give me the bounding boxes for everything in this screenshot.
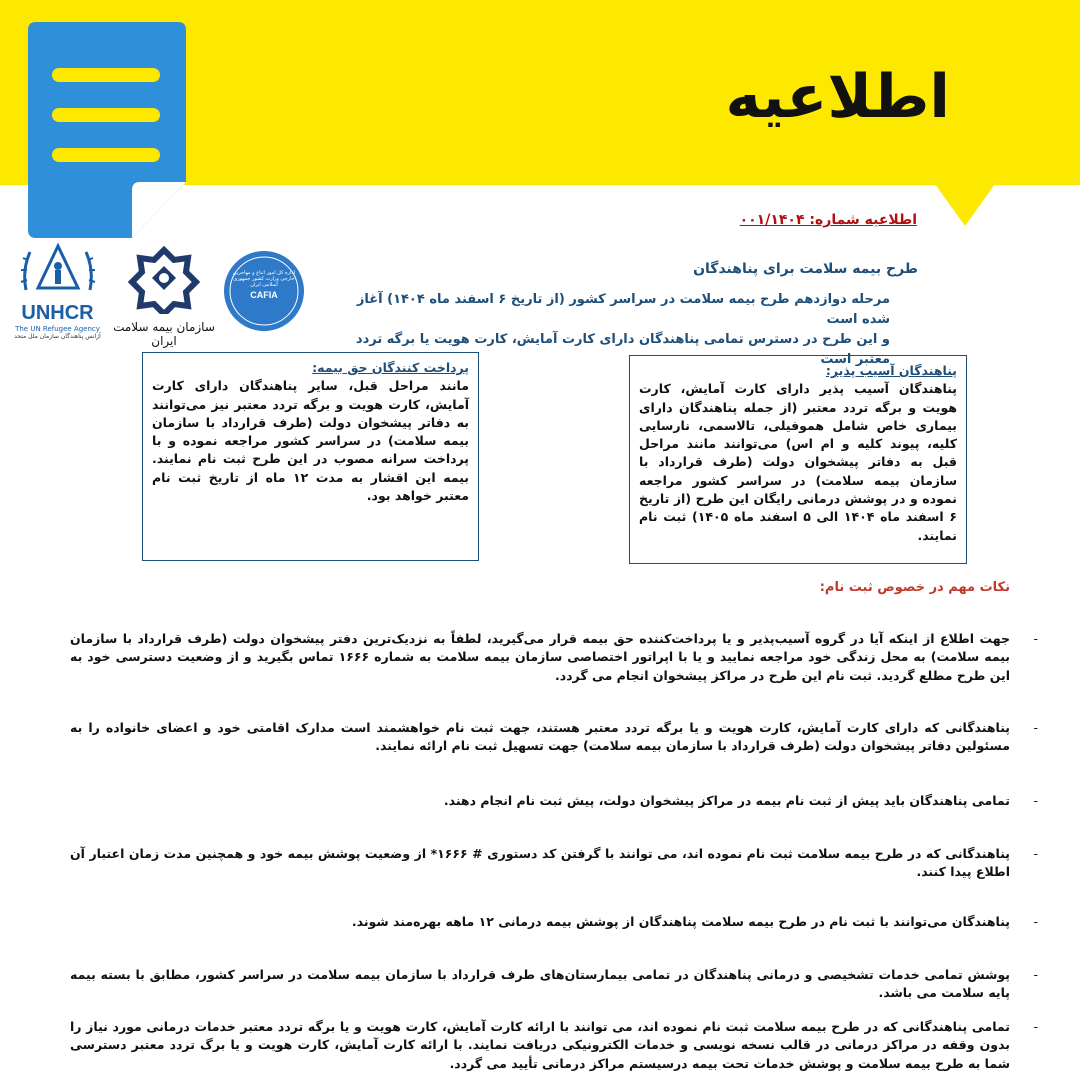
bullet: -: [1033, 1019, 1038, 1034]
list-item: [70, 966, 1038, 1003]
list-item: [70, 792, 1038, 810]
note-text: تمامی پناهندگانی که در طرح بیمه سلامت ثبت نام نموده اند، می توانند با ارائه کارت آمایش، کارت هویت و یا برگه تردد معتبر خدمات درمانی مورد نیاز را بدون وقفه در مراکز درمانی در قالب نسخه نویسی و خدمات الکترونیکی دریافت نمایند. با ارائه کارت آمایش، کارت هویت و یا برگ تردد معتبر دسترسی شما به طرح بیمه سلامت و پوشش خدمات تحت بیمه درسیستم مراکز درمانی تأیید می گردد.: [70, 1019, 1010, 1071]
list-item: [70, 913, 1038, 931]
subject-heading: طرح بیمه سلامت برای پناهندگان: [693, 261, 918, 277]
premium-payers-box: [142, 352, 479, 561]
list-item: [70, 719, 1038, 756]
ihio-logo: [110, 246, 218, 348]
note-text: پناهندگانی که دارای کارت آمایش، کارت هویت و یا برگه تردد معتبر هستند، جهت ثبت نام خواهشمند است مدارک اقامتی خود و اعضای خانواده را به مسئولین دفاتر پیشخوان دولت (طرف قرارداد با سازمان بیمه سلامت) جهت تسهیل ثبت نام ارائه نمایند.: [70, 720, 1010, 754]
list-item: [70, 845, 1038, 882]
list-item: [70, 1018, 1038, 1073]
unhcr-tagline: The UN Refugee Agency: [15, 325, 100, 333]
bullet: -: [1033, 846, 1038, 861]
vulnerable-refugees-title: پناهندگان آسیب پذیر:: [825, 363, 957, 378]
unhcr-logo: [10, 240, 105, 340]
page-title: اطلاعیه: [725, 62, 950, 132]
bullet: -: [1033, 631, 1038, 646]
note-text: پناهندگانی که در طرح بیمه سلامت ثبت نام نموده اند، می توانند با گرفتن کد دستوری # ۱۶۶۶* از وضعیت پوشش بیمه خود و همچنین مدت زمان اعتبار آن اطلاع پیدا کنند.: [70, 846, 1010, 880]
ihio-name: سازمان بیمه سلامت ایران: [113, 320, 215, 348]
premium-payers-body: مانند مراحل قبل، سایر پناهندگان دارای کارت آمایش، کارت هویت و برگه تردد معتبر نیز می‌توانند به دفاتر پیشخوان دولت (طرف قرارداد با سازمان بیمه سلامت) در سراسر کشور مراجعه نموده و با پرداخت سرانه مصوب در این طرح ثبت نام نمایند. بیمه این اقشار به مدت ۱۲ ماه از تاریخ ثبت نام معتبر خواهد بود.: [152, 378, 469, 504]
cafia-logo: [223, 250, 305, 332]
note-text: تمامی پناهندگان باید پیش از ثبت نام بیمه در مراکز پیشخوان دولت، پیش ثبت نام انجام دهند.: [443, 793, 1010, 808]
unhcr-name: UNHCR: [21, 302, 94, 324]
list-item: [70, 630, 1038, 685]
unhcr-emblem-icon: [18, 240, 98, 298]
notice-number: اطلاعیه شماره: ۰۰۱/۱۴۰۴: [739, 212, 917, 228]
intro-line-2: و این طرح در دسترس تمامی پناهندگان دارای کارت آمایش، کارت هویت یا برگه تردد معتبر است: [355, 332, 890, 367]
intro-line-1: مرحله دوازدهم طرح بیمه سلامت در سراسر کشور (از تاریخ ۶ اسفند ماه ۱۴۰۴) آغاز شده است: [356, 292, 890, 327]
bullet: -: [1033, 793, 1038, 808]
logo-row: [10, 240, 310, 348]
bullet: -: [1033, 914, 1038, 929]
note-text: پوشش تمامی خدمات تشخیصی و درمانی پناهندگان در تمامی بیمارستان‌های طرف قرارداد با سازمان بیمه سلامت در سراسر کشور، مطابق با بسته بیمه پایه سلامت می باشد.: [70, 967, 1010, 1001]
ihio-emblem-icon: [128, 246, 200, 314]
document-icon: [28, 22, 188, 240]
cafia-name: CAFIA: [250, 290, 278, 300]
bullet: -: [1033, 720, 1038, 735]
note-text: پناهندگان می‌توانند با ثبت نام در طرح بیمه سلامت پناهندگان از پوشش بیمه درمانی ۱۲ ماهه بهره‌مند شوند.: [351, 914, 1010, 929]
vulnerable-refugees-box: [629, 355, 967, 564]
premium-payers-title: پرداخت کنندگان حق بیمه:: [312, 360, 469, 375]
unhcr-persian-tagline: آژانس پناهندگان سازمان ملل متحد: [14, 333, 101, 340]
vulnerable-refugees-body: پناهندگان آسیب پذیر دارای کارت آمایش، کارت هویت و برگه تردد معتبر (از جمله پناهندگان دارای بیماری خاص شامل هموفیلی، تالاسمی، نارسایی کلیه، پیوند کلیه و ام اس) می‌توانند مانند مراحل قبل به دفاتر پیشخوان دولت (طرف قرارداد با سازمان بیمه سلامت) در سراسر کشور مراجعه نموده و در پوشش درمانی رایگان این طرح (از تاریخ ۶ اسفند ماه ۱۴۰۴ الی ۵ اسفند ماه ۱۴۰۵) ثبت نام نمایند.: [639, 381, 957, 543]
bullet: -: [1033, 967, 1038, 982]
note-text: جهت اطلاع از اینکه آیا در گروه آسیب‌پذیر و یا پرداخت‌کننده حق بیمه قرار می‌گیرید، لطفاً به نزدیک‌ترین دفتر پیشخوان دولت (طرف قرارداد با سازمان بیمه سلامت) به محل زندگی خود مراجعه نمایید و یا با اپراتور اختصاصی سازمان بیمه سلامت به شماره ۱۶۶۶ تماس بگیرید و از وضعیت دسترسی خود به این طرح مطلع گردید. ثبت نام این طرح در مراکز پیشخوان انجام می گردد.: [70, 631, 1010, 683]
notes-heading: نکات مهم در خصوص ثبت نام:: [819, 580, 1010, 595]
cafia-persian-text: اداره کل امور اتباع و مهاجرین خارجی وزارت کشور جمهوری اسلامی ایران: [233, 270, 295, 288]
banner-notch: [935, 184, 995, 226]
